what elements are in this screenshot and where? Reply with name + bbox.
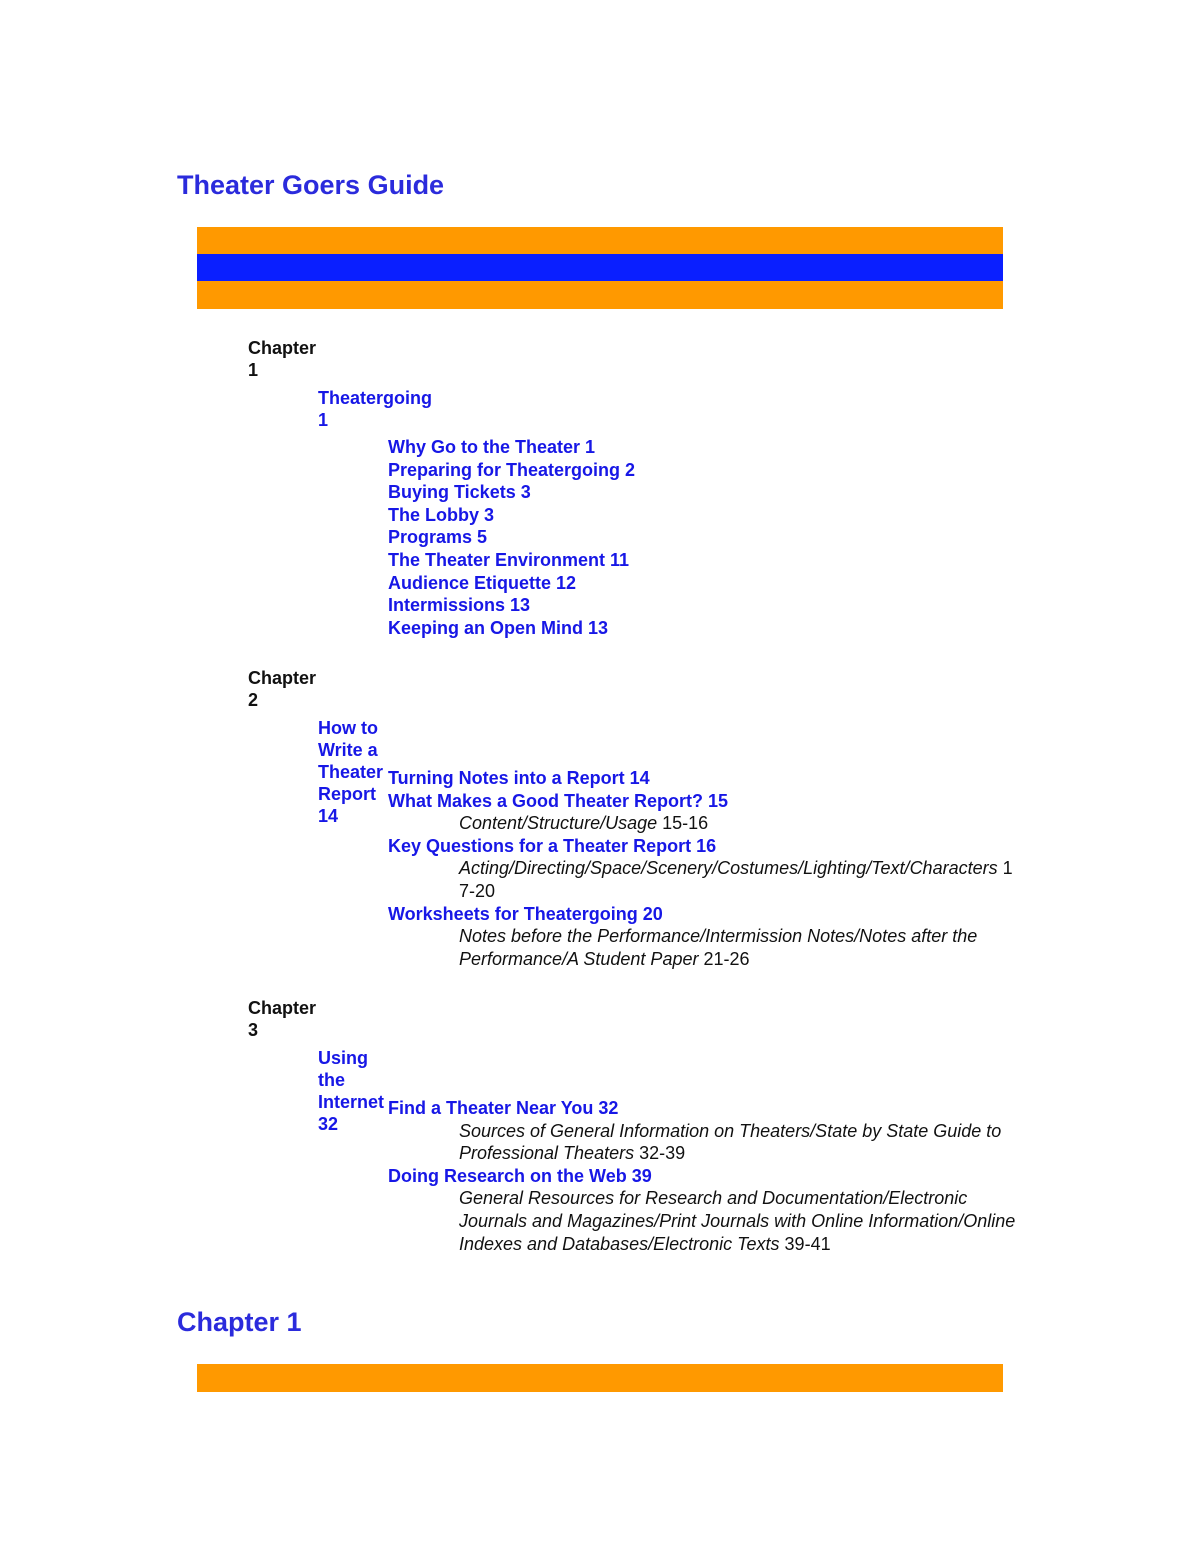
document-title: Theater Goers Guide (177, 170, 445, 200)
toc-chapter-label: Chapter 2 (248, 668, 317, 710)
toc-item-link[interactable]: Keeping an Open Mind 13 (388, 617, 609, 638)
subtopic-text: Notes before the Performance/Intermission Notes/Notes after the Performance/A Student Paper (459, 926, 978, 969)
toc-section-link[interactable]: How to Write a Theater Report 14 (318, 718, 384, 826)
orange-band-chapter (197, 1364, 1003, 1392)
toc-item-link[interactable]: Why Go to the Theater 1 (388, 437, 596, 457)
blue-band (197, 254, 1003, 281)
toc-item-subtopics (388, 857, 1019, 902)
toc-item-list (388, 436, 1028, 639)
subtopic-text: Content/Structure/Usage (459, 813, 658, 834)
toc-item-link[interactable]: The Lobby 3 (388, 504, 495, 525)
chapter-heading: Chapter 1 (177, 1307, 302, 1337)
toc-item-link[interactable]: The Theater Environment 11 (388, 549, 630, 570)
toc-item-link[interactable]: Audience Etiquette 12 (388, 572, 577, 593)
toc-item-list (388, 767, 1028, 970)
subtopic-pages: 17-20 (459, 858, 1013, 901)
subtopic-pages: 21-26 (703, 948, 750, 969)
toc-item-link[interactable]: Find a Theater Near You 32 (388, 1098, 619, 1118)
toc-item-link[interactable]: Buying Tickets 3 (388, 482, 531, 503)
toc-chapter-label: Chapter 1 (248, 338, 317, 380)
subtopic-pages: 15-16 (662, 813, 709, 834)
subtopic-pages: 39-41 (784, 1233, 831, 1254)
orange-band-top (197, 227, 1003, 254)
toc-item-link[interactable]: Programs 5 (388, 527, 488, 548)
toc-item-subtopics (388, 812, 1019, 835)
toc-item-link[interactable]: What Makes a Good Theater Report? 15 (388, 790, 729, 811)
subtopic-text: General Resources for Research and Documentation/Electronic Journals and Magazines/Print Journals with Online Information/Online Indexes and Databases/Electronic Texts (459, 1188, 1016, 1254)
toc-item-link[interactable]: Worksheets for Theatergoing 20 (388, 903, 663, 924)
subtopic-pages: 32-39 (639, 1143, 686, 1164)
toc-item-link[interactable]: Doing Research on the Web 39 (388, 1165, 652, 1186)
toc-item-link[interactable]: Preparing for Theatergoing 2 (388, 459, 636, 480)
toc-item-link[interactable]: Turning Notes into a Report 14 (388, 768, 650, 788)
subtopic-text: Sources of General Information on Theaters/State by State Guide to Professional Theaters (459, 1120, 1002, 1164)
toc-section-link[interactable]: Using the Internet 32 (318, 1048, 385, 1134)
toc-item-subtopics (388, 1120, 1019, 1165)
toc-item-list (388, 1097, 1028, 1255)
toc-chapter-label: Chapter 3 (248, 998, 317, 1040)
toc-item-link[interactable]: Key Questions for a Theater Report 16 (388, 835, 717, 856)
orange-band-bottom (197, 281, 1003, 309)
toc-item-subtopics (388, 925, 1019, 970)
toc-section-link[interactable]: Theatergoing 1 (318, 388, 433, 430)
subtopic-text: Acting/Directing/Space/Scenery/Costumes/Lighting/Text/Characters (459, 858, 998, 879)
toc-item-subtopics (388, 1187, 1019, 1255)
toc-item-link[interactable]: Intermissions 13 (388, 595, 531, 616)
